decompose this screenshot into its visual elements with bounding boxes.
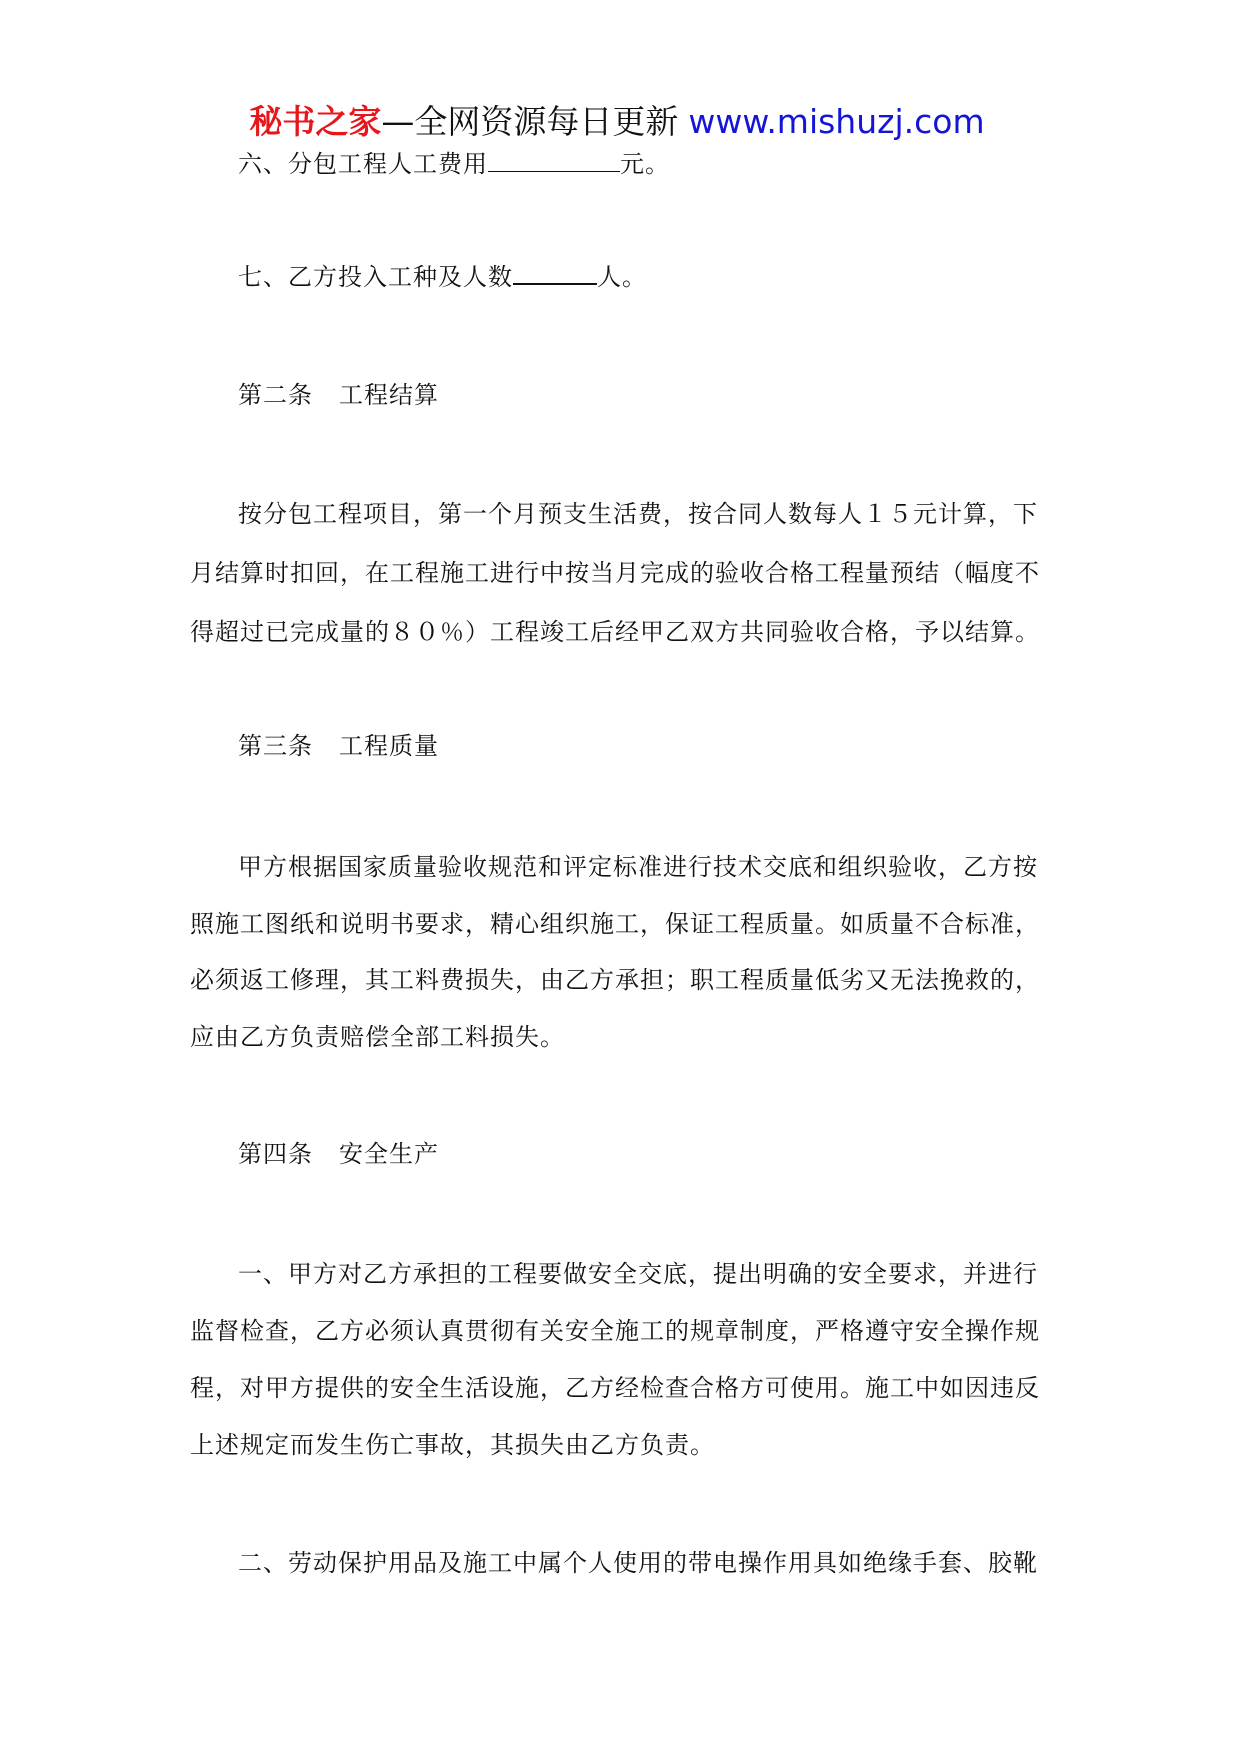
watermark-header bbox=[0, 100, 1234, 144]
article-3-line: 必须返工修理，其工料费损失，由乙方承担；职工程质量低劣又无法挽救的， bbox=[190, 966, 1040, 994]
watermark-brand: 秘书之家 bbox=[249, 102, 382, 141]
article-2-heading bbox=[238, 377, 439, 413]
article-3-line: 甲方根据国家质量验收规范和评定标准进行技术交底和组织验收，乙方按 bbox=[238, 853, 1038, 881]
article-2-line: 得超过已完成量的８０％）工程竣工后经甲乙双方共同验收合格，予以结算。 bbox=[190, 618, 1040, 646]
article-4-line: 程，对甲方提供的安全生活设施，乙方经检查合格方可使用。施工中如因违反 bbox=[190, 1374, 1040, 1402]
article-3-line: 应由乙方负责赔偿全部工料损失。 bbox=[190, 1023, 565, 1051]
item-7-prefix: 七、乙方投入工种及人数 bbox=[238, 263, 513, 291]
article-2-line: 按分包工程项目，第一个月预支生活费，按合同人数每人１５元计算，下 bbox=[238, 500, 1038, 528]
article-2-title: 工程结算 bbox=[339, 381, 439, 409]
article-2-line: 月结算时扣回，在工程施工进行中按当月完成的验收合格工程量预结（幅度不 bbox=[190, 559, 1040, 587]
article-3-heading bbox=[238, 728, 439, 764]
article-4-heading bbox=[238, 1136, 439, 1172]
article-4-line: 上述规定而发生伤亡事故，其损失由乙方负责。 bbox=[190, 1431, 715, 1459]
item-7 bbox=[238, 259, 647, 295]
item-7-suffix: 人。 bbox=[597, 263, 647, 291]
article-4-number: 第四条 bbox=[238, 1140, 313, 1168]
watermark-url[interactable]: www.mishuzj.com bbox=[688, 102, 985, 141]
item-6-prefix: 六、分包工程人工费用 bbox=[238, 150, 488, 178]
item-6-blank bbox=[488, 147, 620, 172]
item-6-suffix: 元。 bbox=[620, 150, 670, 178]
article-3-number: 第三条 bbox=[238, 732, 313, 760]
article-3-line: 照施工图纸和说明书要求，精心组织施工，保证工程质量。如质量不合标准， bbox=[190, 910, 1040, 938]
item-7-blank bbox=[513, 259, 597, 285]
article-3-title: 工程质量 bbox=[339, 732, 439, 760]
article-4-line: 监督检查，乙方必须认真贯彻有关安全施工的规章制度，严格遵守安全操作规 bbox=[190, 1317, 1040, 1345]
article-4-line: 二、劳动保护用品及施工中属个人使用的带电操作用具如绝缘手套、胶靴 bbox=[238, 1549, 1038, 1577]
article-4-title: 安全生产 bbox=[339, 1140, 439, 1168]
article-4-line: 一、甲方对乙方承担的工程要做安全交底，提出明确的安全要求，并进行 bbox=[238, 1260, 1038, 1288]
item-6 bbox=[238, 146, 670, 182]
watermark-slogan: —全网资源每日更新 bbox=[381, 102, 679, 141]
article-2-number: 第二条 bbox=[238, 381, 313, 409]
